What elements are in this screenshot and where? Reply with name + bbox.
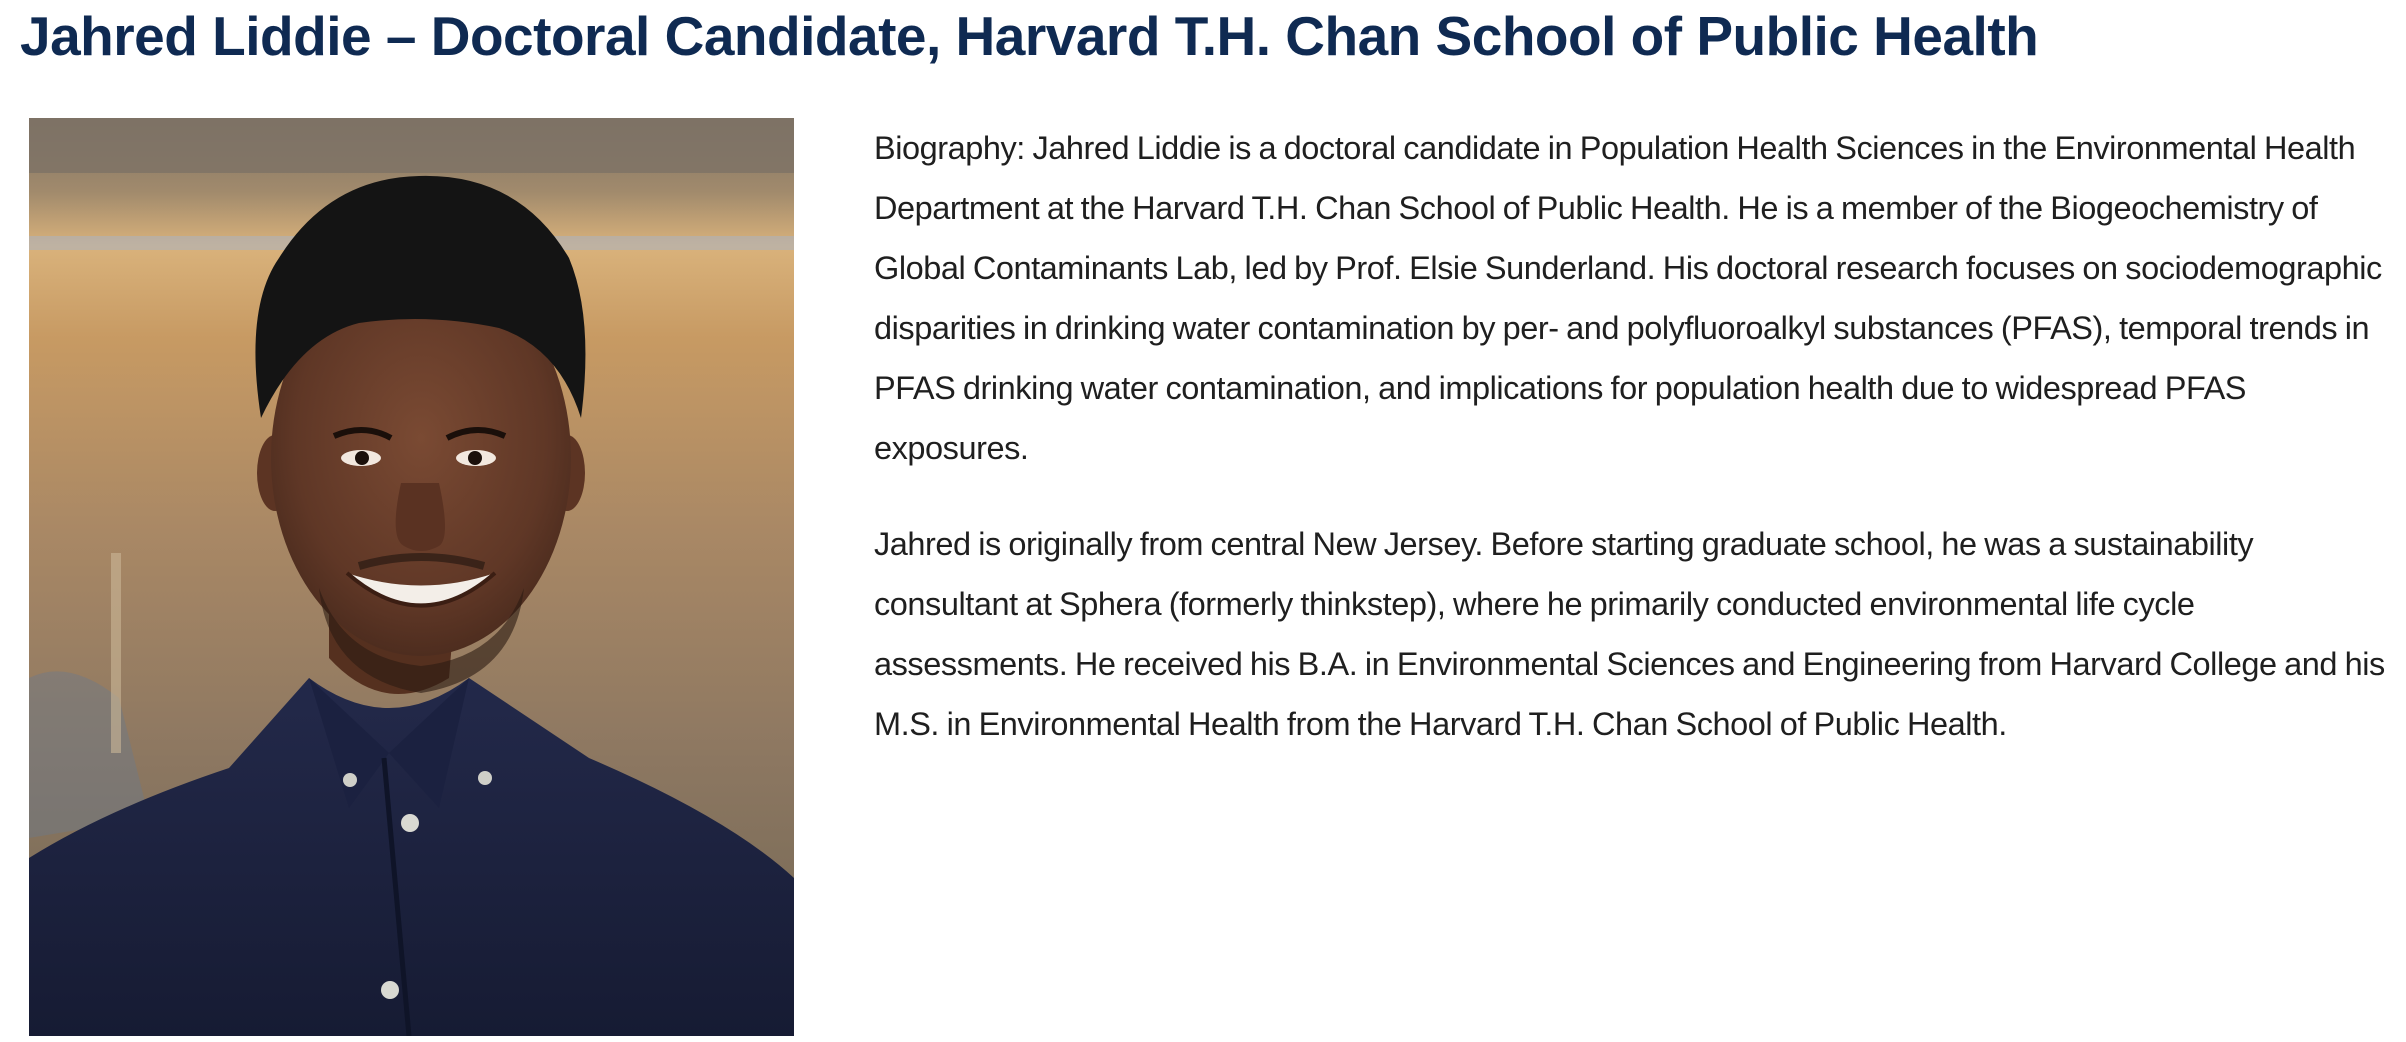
portrait-photo [29, 118, 794, 1036]
background-paragraph: Jahred is originally from central New Jersey. Before starting graduate school, he was a sustainability consultant at Sphera (formerly thinkstep), where he primarily conducted environmental life cycle assessments. He received his B.A. in Environmental Sciences and Engineering from Harvard College and his M.S. in Environmental Health from the Harvard T.H. Chan School of Public Health. [874, 526, 2385, 742]
page-title: Jahred Liddie – Doctoral Candidate, Harvard T.H. Chan School of Public Health [20, 5, 2039, 67]
biography-paragraph: Biography: Jahred Liddie is a doctoral candidate in Population Health Sciences in the Environmental Health Department at the Harvard T.H. Chan School of Public Health. He is a member of the Biogeochemistry of Global Contaminants Lab, led by Prof. Elsie Sunderland. His doctoral research focuses on sociodemographic disparities in drinking water contamination by per- and polyfluoroalkyl substances (PFAS), temporal trends in PFAS drinking water contamination, and implications for population health due to widespread PFAS exposures. [874, 130, 2382, 466]
person-portrait-icon [29, 118, 794, 1036]
biography-text [874, 118, 2394, 790]
